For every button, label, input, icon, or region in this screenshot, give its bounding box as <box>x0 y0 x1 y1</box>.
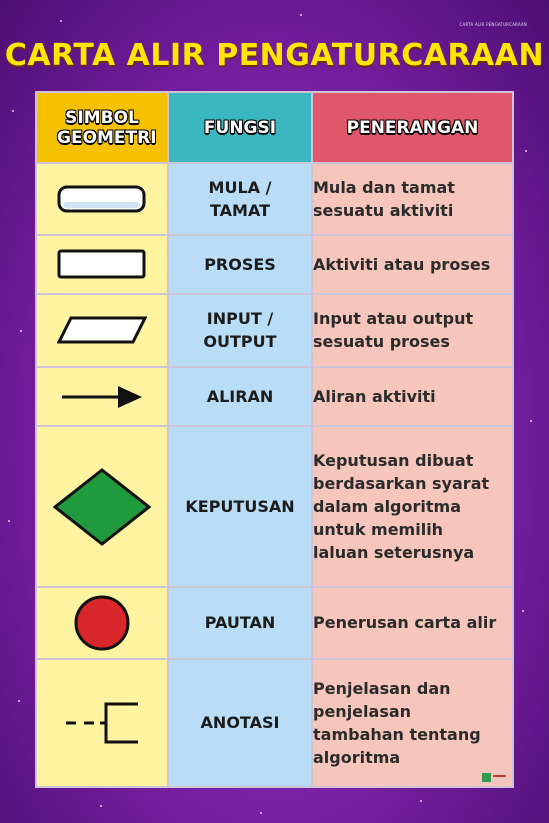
table-row <box>36 587 513 658</box>
penerangan-cell: Aliran aktiviti <box>312 367 513 426</box>
penerangan-cell: Keputusan dibuat berdasarkan syarat dalam algoritma untuk memilih laluan seterusnya <box>312 426 513 587</box>
parallelogram-icon <box>57 315 147 345</box>
column-header-label: FUNGSI <box>203 117 277 138</box>
table-row <box>36 235 513 294</box>
column-header-label: SIMBOL GEOMETRI <box>57 107 157 148</box>
penerangan-cell: Penerusan carta alir <box>312 587 513 658</box>
fungsi-cell: MULA / TAMAT <box>168 163 312 234</box>
fungsi-cell: PROSES <box>168 235 312 294</box>
column-header-fungsi <box>168 92 312 163</box>
fungsi-cell: PAUTAN <box>168 587 312 658</box>
symbol-cell <box>36 235 168 294</box>
symbol-cell <box>36 659 168 787</box>
symbol-cell <box>36 367 168 426</box>
symbol-cell <box>36 426 168 587</box>
table-row <box>36 659 513 787</box>
penerangan-cell: Penjelasan dan penjelasan tambahan tentang algoritma <box>312 659 513 787</box>
annotation-bracket-icon <box>62 701 142 745</box>
diamond-icon <box>52 467 152 547</box>
table-row <box>36 367 513 426</box>
fungsi-cell: KEPUTUSAN <box>168 426 312 587</box>
column-header-simbol <box>36 92 168 163</box>
fungsi-cell: ALIRAN <box>168 367 312 426</box>
symbol-cell <box>36 163 168 234</box>
penerangan-cell: Mula dan tamat sesuatu aktiviti <box>312 163 513 234</box>
symbol-cell <box>36 294 168 367</box>
table-row <box>36 294 513 367</box>
fungsi-cell: INPUT / OUTPUT <box>168 294 312 367</box>
column-header-penerangan <box>312 92 513 163</box>
flowchart-symbol-table <box>35 91 514 788</box>
penerangan-cell: Input atau output sesuatu proses <box>312 294 513 367</box>
table-row <box>36 426 513 587</box>
page-title: CARTA ALIR PENGATURCARAAN <box>4 38 545 73</box>
arrow-right-icon <box>60 384 144 410</box>
column-header-label: PENERANGAN <box>346 117 479 138</box>
publisher-logo <box>482 773 508 782</box>
rectangle-icon <box>57 248 147 280</box>
table-header-row <box>36 92 513 163</box>
circle-icon <box>73 594 131 652</box>
symbol-cell <box>36 587 168 658</box>
fungsi-cell: ANOTASI <box>168 659 312 787</box>
penerangan-cell: Aktiviti atau proses <box>312 235 513 294</box>
poster-credit: CARTA ALIR PENGATURCARAAN <box>459 22 527 27</box>
rounded-rectangle-icon <box>57 184 147 214</box>
table-row <box>36 163 513 234</box>
